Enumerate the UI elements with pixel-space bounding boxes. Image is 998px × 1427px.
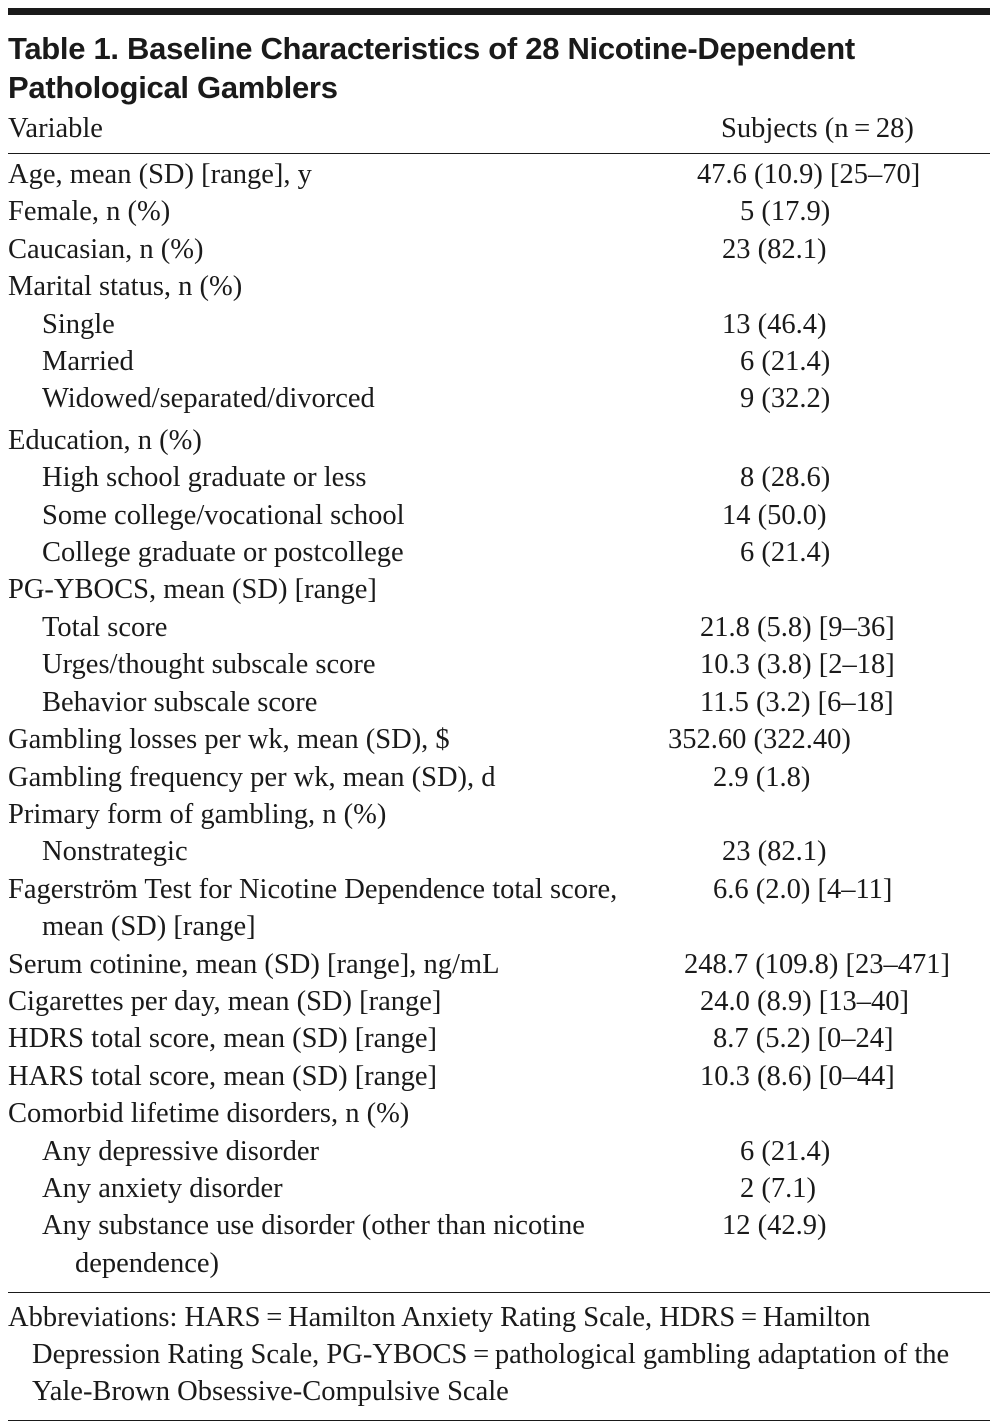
row-value: 2 (7.1) xyxy=(740,1172,816,1204)
table-row xyxy=(8,231,990,268)
row-label: Single xyxy=(42,308,115,340)
row-value: 23 (82.1) xyxy=(722,836,827,868)
table-row-group-heading xyxy=(8,796,990,833)
row-value: 6 (21.4) xyxy=(740,537,831,569)
table-row xyxy=(8,1133,990,1170)
table-row xyxy=(8,534,990,571)
row-value: 24.0 (8.9) [13–40] xyxy=(700,985,909,1017)
row-label: HDRS total score, mean (SD) [range] xyxy=(8,1023,437,1055)
table-row xyxy=(8,609,990,646)
table-row xyxy=(8,983,990,1020)
row-label: Education, n (%) xyxy=(8,424,202,456)
table-row xyxy=(8,684,990,721)
row-value: 11.5 (3.2) [6–18] xyxy=(700,686,894,718)
row-label: Gambling frequency per wk, mean (SD), d xyxy=(8,761,496,793)
top-rule xyxy=(8,8,990,15)
table-header xyxy=(8,111,990,154)
table-row-group-heading xyxy=(8,571,990,608)
row-value: 6 (21.4) xyxy=(740,346,831,378)
table-row xyxy=(8,1207,990,1282)
row-value: 6 (21.4) xyxy=(740,1135,831,1167)
table-title: Table 1. Baseline Characteristics of 28 Nicotine-Dependent Pathological Gamblers xyxy=(8,31,855,105)
table-row xyxy=(8,497,990,534)
row-value: 8.7 (5.2) [0–24] xyxy=(713,1023,894,1055)
table-row-group-heading xyxy=(8,1095,990,1132)
row-value: 13 (46.4) xyxy=(722,308,827,340)
row-label: Marital status, n (%) xyxy=(8,271,243,303)
row-label: Female, n (%) xyxy=(8,196,171,228)
table-row xyxy=(8,1058,990,1095)
row-value: 10.3 (8.6) [0–44] xyxy=(700,1060,895,1092)
row-label: Total score xyxy=(42,611,168,643)
row-label: Serum cotinine, mean (SD) [range], ng/mL xyxy=(8,948,500,980)
row-label: Caucasian, n (%) xyxy=(8,233,204,265)
table-row xyxy=(8,193,990,230)
row-value: 23 (82.1) xyxy=(722,233,827,265)
row-label: Urges/thought subscale score xyxy=(42,649,376,681)
table-row-group-heading xyxy=(8,422,990,459)
table-body xyxy=(8,156,990,1282)
table-row xyxy=(8,459,990,496)
row-label: Comorbid lifetime disorders, n (%) xyxy=(8,1098,410,1130)
table-row xyxy=(8,833,990,870)
row-value: 8 (28.6) xyxy=(740,462,831,494)
table-row xyxy=(8,871,990,946)
row-label: Any depressive disorder xyxy=(42,1135,320,1167)
row-label: Age, mean (SD) [range], y xyxy=(8,159,312,190)
row-label: HARS total score, mean (SD) [range] xyxy=(8,1060,437,1092)
row-value: 12 (42.9) xyxy=(722,1210,827,1242)
row-value: 21.8 (5.8) [9–36] xyxy=(700,611,895,643)
row-label: Nonstrategic xyxy=(42,836,188,868)
table-row xyxy=(8,1020,990,1057)
row-value: 14 (50.0) xyxy=(722,499,827,531)
row-label: Behavior subscale score xyxy=(42,686,318,718)
row-label: Married xyxy=(42,346,134,378)
row-value: 9 (32.2) xyxy=(740,383,831,415)
row-value: 47.6 (10.9) [25–70] xyxy=(697,159,921,190)
row-label: Fagerström Test for Nicotine Dependence total score, mean (SD) [range] xyxy=(8,873,618,943)
row-value: 10.3 (3.8) [2–18] xyxy=(700,649,895,681)
row-label: Any substance use disorder (other than nicotine dependence) xyxy=(42,1210,585,1279)
row-value: 2.9 (1.8) xyxy=(713,761,811,793)
row-label: Gambling losses per wk, mean (SD), $ xyxy=(8,724,450,756)
row-label: Primary form of gambling, n (%) xyxy=(8,798,387,830)
table-row xyxy=(8,721,990,758)
header-subjects: Subjects (n = 28) xyxy=(721,113,914,144)
row-label: Some college/vocational school xyxy=(42,499,405,531)
row-label: Widowed/separated/divorced xyxy=(42,383,375,415)
table-footnote: Abbreviations: HARS = Hamilton Anxiety Rating Scale, HDRS = Hamilton Depression Rating Scale, PG-YBOCS = pathological gambling adaptation of the Yale-Brown Obsessive-Compulsive Scale xyxy=(8,1302,950,1408)
row-value: 248.7 (109.8) [23–471] xyxy=(684,948,950,980)
table-row xyxy=(8,380,990,417)
table-row xyxy=(8,646,990,683)
table-row xyxy=(8,946,990,983)
footnote-rule xyxy=(8,1420,990,1421)
table-row xyxy=(8,343,990,380)
row-label: High school graduate or less xyxy=(42,462,367,494)
table-row xyxy=(8,759,990,796)
row-value: 6.6 (2.0) [4–11] xyxy=(713,873,893,905)
table-row-group-heading xyxy=(8,268,990,305)
table-row xyxy=(8,306,990,343)
table-row xyxy=(8,156,990,193)
row-label: Any anxiety disorder xyxy=(42,1172,283,1204)
header-variable: Variable xyxy=(8,113,103,144)
row-value: 352.60 (322.40) xyxy=(668,724,851,756)
row-value: 5 (17.9) xyxy=(740,196,831,228)
table-bottom-rule xyxy=(8,1292,990,1293)
row-label: Cigarettes per day, mean (SD) [range] xyxy=(8,985,442,1017)
row-label: College graduate or postcollege xyxy=(42,537,404,569)
table-row xyxy=(8,1170,990,1207)
row-label: PG-YBOCS, mean (SD) [range] xyxy=(8,574,377,606)
